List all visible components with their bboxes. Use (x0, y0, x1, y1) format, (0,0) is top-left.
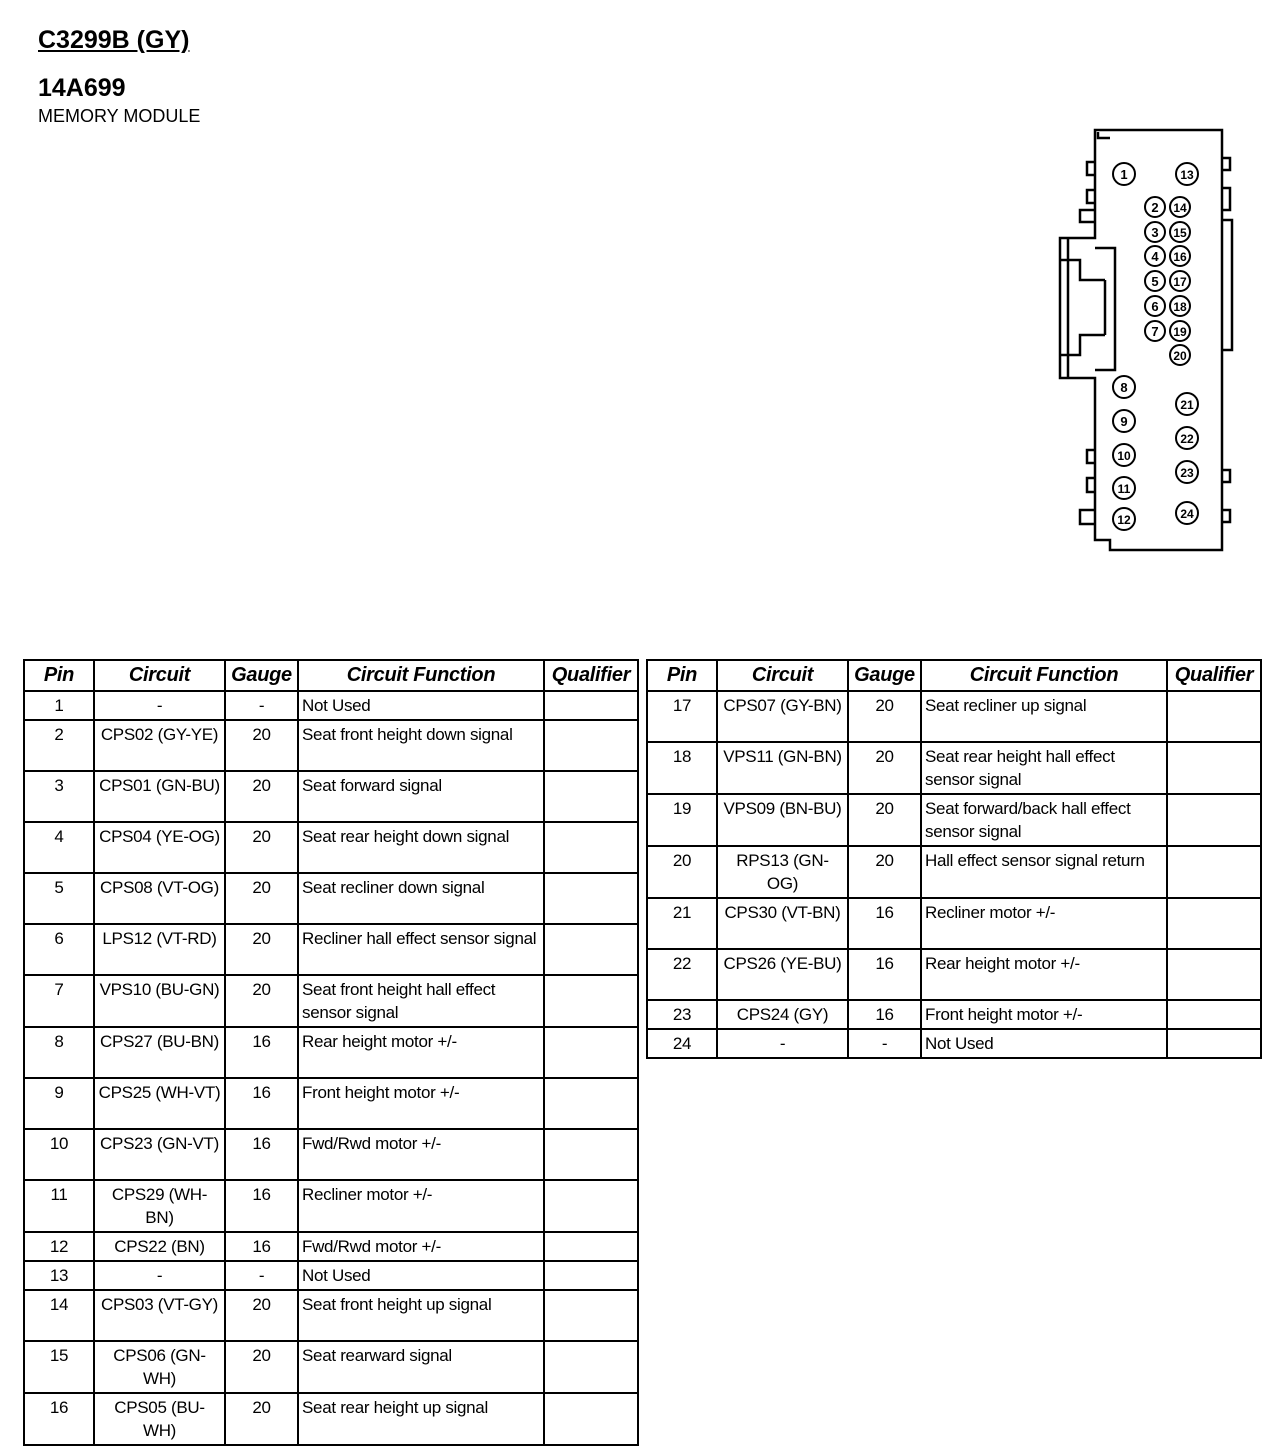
cell-pin: 10 (24, 1129, 94, 1180)
pin-number-label: 24 (1180, 507, 1194, 521)
cell-gauge: 20 (225, 771, 298, 822)
table-row (24, 1393, 638, 1445)
cell-circuit-function: Not Used (298, 1261, 544, 1290)
cell-circuit: - (717, 1029, 848, 1058)
cell-circuit-function: Seat rear height up signal (298, 1393, 544, 1445)
cell-circuit: CPS05 (BU-WH) (94, 1393, 225, 1445)
cell-pin: 19 (647, 794, 717, 846)
cell-qualifier (1167, 1029, 1261, 1058)
table-row (24, 691, 638, 720)
cell-gauge: 16 (225, 1129, 298, 1180)
cell-circuit-function: Fwd/Rwd motor +/- (298, 1129, 544, 1180)
cell-pin: 9 (24, 1078, 94, 1129)
cell-circuit-function: Seat recliner down signal (298, 873, 544, 924)
table-row (24, 873, 638, 924)
table-row (24, 1129, 638, 1180)
column-header-pin: Pin (24, 660, 94, 691)
table-row (647, 1029, 1261, 1058)
module-name: MEMORY MODULE (38, 106, 201, 126)
cell-qualifier (544, 1180, 638, 1232)
cell-pin: 2 (24, 720, 94, 771)
cell-qualifier (544, 873, 638, 924)
table-row (24, 1027, 638, 1078)
pin-number-label: 5 (1151, 274, 1159, 289)
cell-pin: 14 (24, 1290, 94, 1341)
pin-number-label: 16 (1173, 250, 1187, 264)
cell-qualifier (1167, 898, 1261, 949)
table-row (24, 1290, 638, 1341)
pin-number-label: 4 (1151, 249, 1159, 264)
cell-gauge: 20 (225, 924, 298, 975)
table-row (24, 1180, 638, 1232)
pin-number-label: 17 (1173, 275, 1187, 289)
table-row (24, 1341, 638, 1393)
cell-pin: 3 (24, 771, 94, 822)
cell-qualifier (1167, 949, 1261, 1000)
cell-gauge: 20 (225, 1393, 298, 1445)
cell-gauge: 16 (848, 1000, 921, 1029)
cell-pin: 16 (24, 1393, 94, 1445)
cell-gauge: 20 (225, 873, 298, 924)
cell-qualifier (544, 1341, 638, 1393)
cell-pin: 11 (24, 1180, 94, 1232)
cell-circuit-function: Front height motor +/- (921, 1000, 1167, 1029)
pin-number-label: 13 (1180, 168, 1194, 182)
cell-qualifier (544, 822, 638, 873)
cell-circuit: VPS11 (GN-BN) (717, 742, 848, 794)
cell-gauge: 20 (225, 975, 298, 1027)
cell-qualifier (544, 1290, 638, 1341)
pin-number-label: 2 (1151, 200, 1159, 215)
cell-gauge: 20 (848, 794, 921, 846)
cell-circuit-function: Seat rear height down signal (298, 822, 544, 873)
column-header-gauge: Gauge (225, 660, 298, 691)
cell-circuit-function: Front height motor +/- (298, 1078, 544, 1129)
table-row (647, 1000, 1261, 1029)
cell-pin: 6 (24, 924, 94, 975)
cell-gauge: 20 (848, 846, 921, 898)
cell-circuit: CPS07 (GY-BN) (717, 691, 848, 742)
cell-circuit: RPS13 (GN-OG) (717, 846, 848, 898)
cell-qualifier (544, 1393, 638, 1445)
table-row (647, 949, 1261, 1000)
cell-pin: 12 (24, 1232, 94, 1261)
cell-gauge: - (225, 1261, 298, 1290)
cell-circuit: CPS27 (BU-BN) (94, 1027, 225, 1078)
column-header-gauge: Gauge (848, 660, 921, 691)
cell-circuit: CPS02 (GY-YE) (94, 720, 225, 771)
cell-circuit: - (94, 1261, 225, 1290)
cell-pin: 22 (647, 949, 717, 1000)
pin-number-label: 9 (1120, 414, 1128, 429)
cell-pin: 7 (24, 975, 94, 1027)
column-header-pin: Pin (647, 660, 717, 691)
cell-circuit: CPS23 (GN-VT) (94, 1129, 225, 1180)
cell-gauge: - (225, 691, 298, 720)
connector-code: C3299B (GY) (38, 26, 190, 54)
cell-gauge: - (848, 1029, 921, 1058)
pin-number-label: 14 (1173, 201, 1187, 215)
cell-qualifier (544, 1078, 638, 1129)
table-row (24, 1078, 638, 1129)
cell-circuit-function: Seat rear height hall effect sensor signal (921, 742, 1167, 794)
column-header-qualifier: Qualifier (544, 660, 638, 691)
pin-number-label: 12 (1117, 513, 1131, 527)
pin-number-label: 7 (1151, 324, 1159, 339)
cell-circuit: CPS24 (GY) (717, 1000, 848, 1029)
cell-pin: 1 (24, 691, 94, 720)
cell-gauge: 16 (225, 1027, 298, 1078)
cell-qualifier (544, 720, 638, 771)
table-row (647, 742, 1261, 794)
cell-circuit-function: Recliner motor +/- (921, 898, 1167, 949)
cell-gauge: 16 (225, 1078, 298, 1129)
pin-number-label: 22 (1180, 432, 1194, 446)
cell-pin: 8 (24, 1027, 94, 1078)
cell-qualifier (544, 1027, 638, 1078)
cell-circuit-function: Recliner motor +/- (298, 1180, 544, 1232)
cell-pin: 13 (24, 1261, 94, 1290)
pin-number-label: 15 (1173, 226, 1187, 240)
cell-qualifier (544, 771, 638, 822)
pin-number-label: 3 (1151, 225, 1159, 240)
cell-pin: 20 (647, 846, 717, 898)
pin-number-label: 20 (1173, 349, 1187, 363)
cell-pin: 21 (647, 898, 717, 949)
table-row (647, 846, 1261, 898)
table-row (24, 1261, 638, 1290)
cell-pin: 24 (647, 1029, 717, 1058)
cell-qualifier (544, 1261, 638, 1290)
cell-circuit-function: Seat recliner up signal (921, 691, 1167, 742)
table-row (24, 924, 638, 975)
cell-circuit-function: Seat front height up signal (298, 1290, 544, 1341)
connector-housing-outline (1060, 130, 1232, 550)
cell-circuit-function: Seat forward/back hall effect sensor signal (921, 794, 1167, 846)
table-row (24, 720, 638, 771)
pin-number-label: 8 (1120, 380, 1128, 395)
cell-gauge: 16 (848, 898, 921, 949)
cell-gauge: 16 (225, 1232, 298, 1261)
cell-circuit: CPS26 (YE-BU) (717, 949, 848, 1000)
table-row (647, 898, 1261, 949)
cell-pin: 23 (647, 1000, 717, 1029)
pin-number-label: 10 (1117, 449, 1131, 463)
cell-pin: 17 (647, 691, 717, 742)
cell-circuit: CPS01 (GN-BU) (94, 771, 225, 822)
part-number: 14A699 (38, 74, 126, 102)
cell-qualifier (1167, 1000, 1261, 1029)
cell-gauge: 20 (225, 720, 298, 771)
cell-circuit-function: Seat front height hall effect sensor signal (298, 975, 544, 1027)
cell-gauge: 20 (225, 822, 298, 873)
cell-qualifier (544, 691, 638, 720)
cell-circuit-function: Not Used (298, 691, 544, 720)
cell-gauge: 20 (225, 1290, 298, 1341)
cell-pin: 15 (24, 1341, 94, 1393)
column-header-circuit: Circuit (94, 660, 225, 691)
connector-face-diagram (1050, 120, 1250, 560)
column-header-qualifier: Qualifier (1167, 660, 1261, 691)
table-header-row (647, 660, 1261, 691)
cell-qualifier (544, 975, 638, 1027)
pin-number-label: 19 (1173, 325, 1187, 339)
cell-circuit: CPS08 (VT-OG) (94, 873, 225, 924)
pin-number-label: 23 (1180, 466, 1194, 480)
cell-circuit: CPS29 (WH-BN) (94, 1180, 225, 1232)
pin-number-label: 6 (1151, 299, 1159, 314)
cell-qualifier (1167, 846, 1261, 898)
cell-pin: 5 (24, 873, 94, 924)
cell-gauge: 20 (848, 742, 921, 794)
pin-number-label: 1 (1120, 167, 1128, 182)
cell-circuit: VPS09 (BN-BU) (717, 794, 848, 846)
cell-qualifier (544, 1232, 638, 1261)
cell-circuit: CPS03 (VT-GY) (94, 1290, 225, 1341)
cell-circuit-function: Seat forward signal (298, 771, 544, 822)
cell-circuit-function: Seat rearward signal (298, 1341, 544, 1393)
cell-circuit: VPS10 (BU-GN) (94, 975, 225, 1027)
cell-gauge: 16 (225, 1180, 298, 1232)
cell-circuit-function: Seat front height down signal (298, 720, 544, 771)
column-header-circuit-function: Circuit Function (298, 660, 544, 691)
cell-circuit: - (94, 691, 225, 720)
cell-qualifier (1167, 742, 1261, 794)
cell-circuit: CPS30 (VT-BN) (717, 898, 848, 949)
cell-circuit-function: Hall effect sensor signal return (921, 846, 1167, 898)
cell-circuit-function: Not Used (921, 1029, 1167, 1058)
cell-circuit: LPS12 (VT-RD) (94, 924, 225, 975)
cell-qualifier (544, 924, 638, 975)
cell-circuit-function: Rear height motor +/- (921, 949, 1167, 1000)
cell-circuit-function: Fwd/Rwd motor +/- (298, 1232, 544, 1261)
pin-number-label: 18 (1173, 300, 1187, 314)
table-row (24, 771, 638, 822)
cell-circuit: CPS06 (GN-WH) (94, 1341, 225, 1393)
table-row (647, 794, 1261, 846)
cell-circuit-function: Rear height motor +/- (298, 1027, 544, 1078)
table-row (24, 975, 638, 1027)
cell-gauge: 20 (848, 691, 921, 742)
pinout-table-left (23, 659, 639, 1446)
column-header-circuit: Circuit (717, 660, 848, 691)
cell-circuit: CPS04 (YE-OG) (94, 822, 225, 873)
table-row (24, 1232, 638, 1261)
cell-circuit: CPS25 (WH-VT) (94, 1078, 225, 1129)
pinout-table-right (646, 659, 1262, 1059)
pin-circle-group (1113, 163, 1198, 530)
cell-gauge: 20 (225, 1341, 298, 1393)
cell-qualifier (1167, 691, 1261, 742)
cell-qualifier (1167, 794, 1261, 846)
column-header-circuit-function: Circuit Function (921, 660, 1167, 691)
cell-pin: 4 (24, 822, 94, 873)
table-row (647, 691, 1261, 742)
table-row (24, 822, 638, 873)
cell-circuit: CPS22 (BN) (94, 1232, 225, 1261)
pin-number-label: 21 (1180, 398, 1194, 412)
table-header-row (24, 660, 638, 691)
cell-circuit-function: Recliner hall effect sensor signal (298, 924, 544, 975)
cell-gauge: 16 (848, 949, 921, 1000)
cell-pin: 18 (647, 742, 717, 794)
cell-qualifier (544, 1129, 638, 1180)
pin-number-label: 11 (1117, 482, 1131, 496)
